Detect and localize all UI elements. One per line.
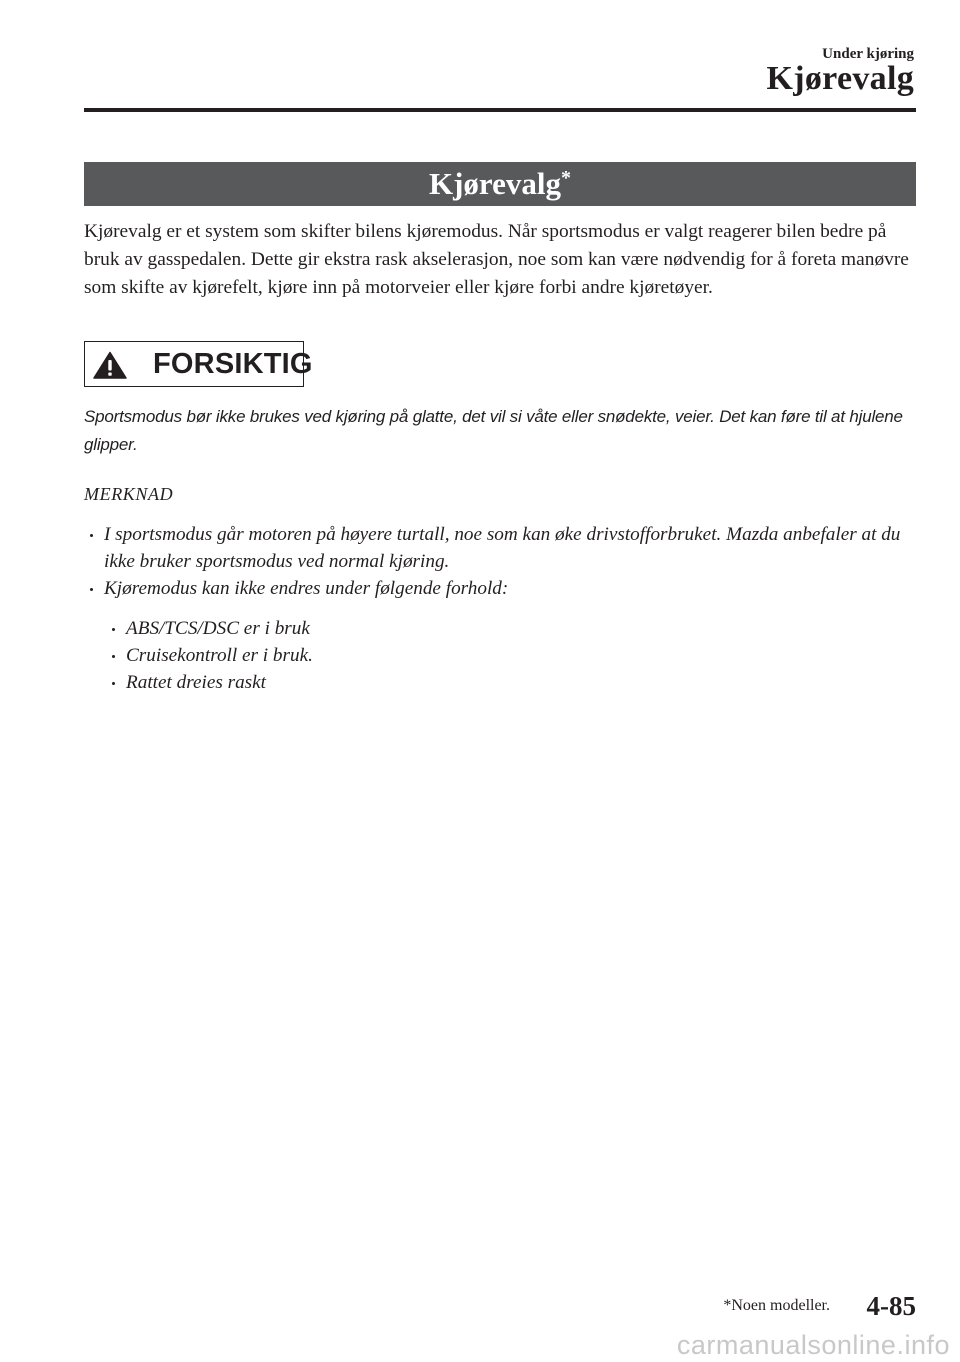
note-heading: MERKNAD [84,484,174,504]
caution-label: FORSIKTIG [153,348,313,380]
note-item: I sportsmodus går motoren på høyere turtall, noe som kan øke drivstofforbruket. Mazda anbefaler at du ikke bruker sportsmodus ved normal kjøring. [84,521,920,575]
section-title-marker: * [561,167,571,189]
note-item: Kjøremodus kan ikke endres under følgende forhold: [84,575,920,602]
note-subitem: Cruisekontroll er i bruk. [106,642,920,669]
section-title-bar [84,162,916,206]
footer-note: *Noen modeller. [723,1297,830,1314]
watermark: carmanualsonline.info [676,1330,950,1360]
warning-triangle-icon [93,351,127,379]
note-sublist [84,615,920,696]
page-number: 4-85 [866,1291,916,1321]
caution-text: Sportsmodus bør ikke brukes ved kjøring på glatte, det vil si våte eller snødekte, veier. Det kan føre til at hjulene glipper. [84,407,903,454]
section-title: Kjørevalg [428,166,561,201]
header-rule [84,108,916,112]
header-title: Kjørevalg [766,60,914,97]
header-section: Under kjøring [822,46,914,62]
note-subitem: Rattet dreies raskt [106,669,920,696]
note-list [84,521,920,696]
caution-box [84,341,313,387]
intro-paragraph: Kjørevalg er et system som skifter bilens kjøremodus. Når sportsmodus er valgt reagerer bilen bedre på bruk av gasspedalen. Dette gir ekstra rask akselerasjon, noe som kan være nødvendig for å foreta manøvre som skifte av kjørefelt, kjøre inn på motorveier eller kjøre forbi andre kjøretøyer. [84,221,909,298]
note-subitem: ABS/TCS/DSC er i bruk [106,615,920,642]
